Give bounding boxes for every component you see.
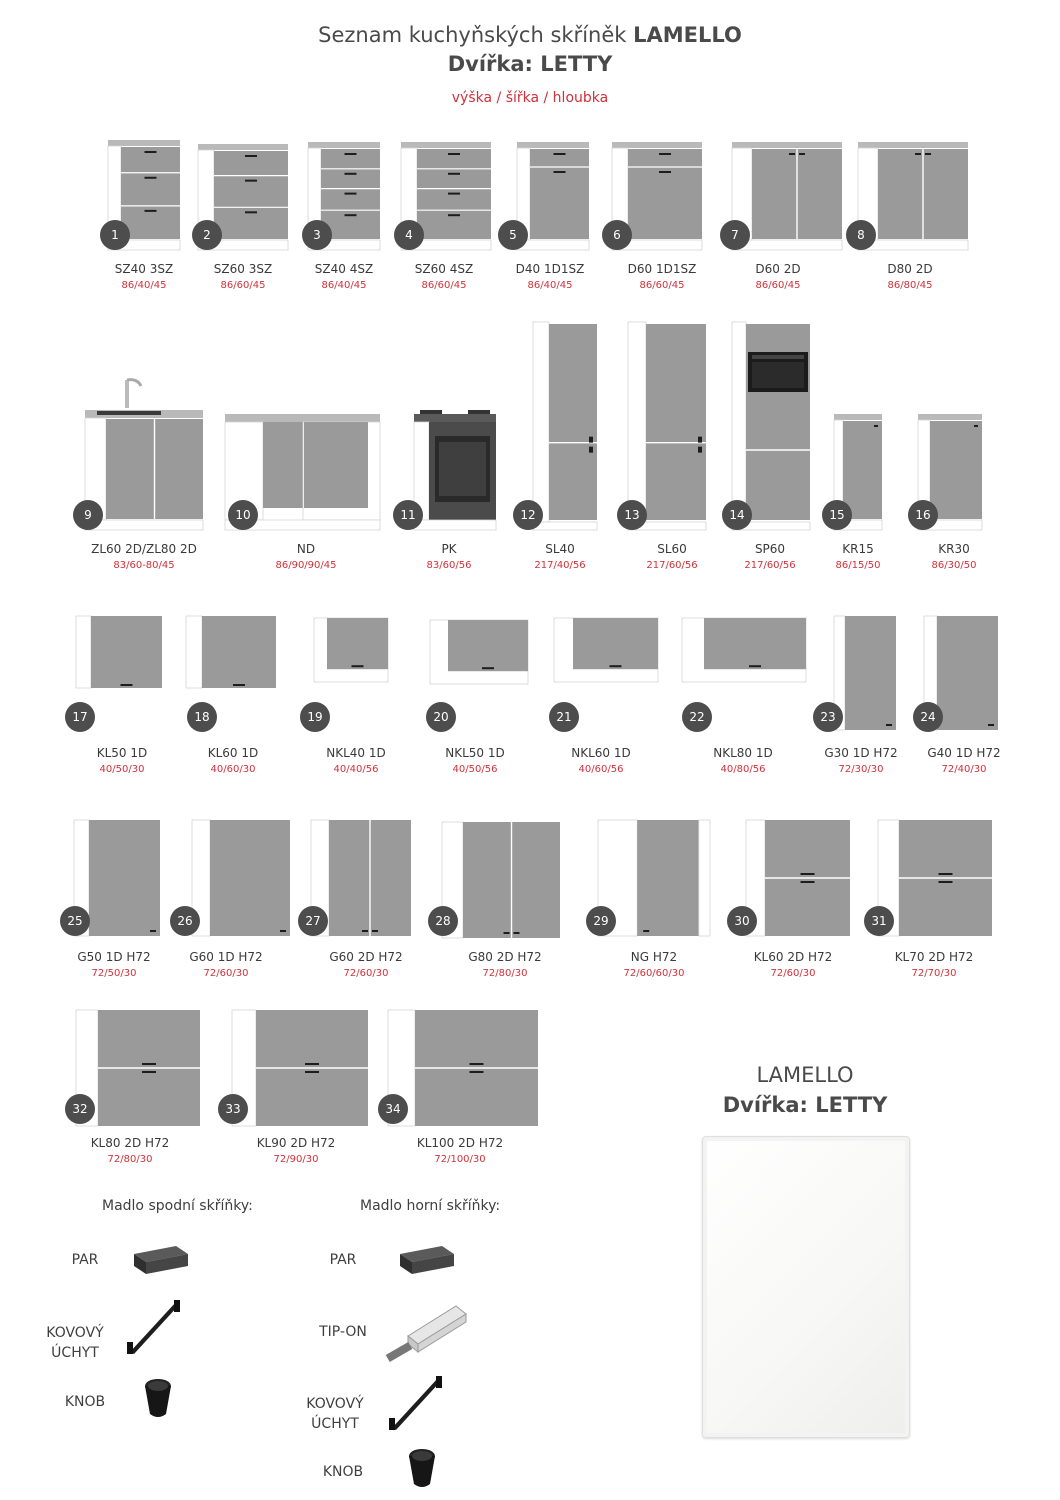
- cabinet-dimensions: 72/60/30: [770, 968, 816, 979]
- cabinet-icon: [834, 616, 896, 730]
- cabinet-number-badge: 17: [65, 702, 95, 732]
- cabinet-illustration: [878, 820, 992, 936]
- cabinet-icon: [430, 620, 528, 684]
- cabinet-code: KL50 1D: [96, 746, 148, 760]
- cabinet-dimensions: 72/40/30: [941, 764, 987, 775]
- cabinet-dimensions: 40/80/56: [720, 764, 766, 775]
- metal-handle-icon: [124, 1298, 188, 1360]
- cabinet-number-badge: 2: [192, 220, 222, 250]
- cabinet-icon: [442, 822, 560, 938]
- cabinet-dimensions: 217/60/56: [744, 560, 796, 571]
- cabinet-number-badge: 33: [218, 1094, 248, 1124]
- cabinet-code: G60 1D H72: [189, 950, 263, 964]
- cabinet-code: PK: [441, 542, 457, 556]
- cabinet-icon: [232, 1010, 368, 1126]
- cabinet-icon: [878, 820, 992, 936]
- cabinet-number-badge: 10: [228, 500, 258, 530]
- cabinet-dimensions: 72/60/30: [203, 968, 249, 979]
- cabinet-illustration: [554, 618, 658, 682]
- cabinet-illustration: [388, 1010, 538, 1126]
- cabinet-dimensions: 40/60/56: [578, 764, 624, 775]
- cabinet-dimensions: 40/50/56: [452, 764, 498, 775]
- cabinet-dimensions: 40/40/56: [333, 764, 379, 775]
- cabinet-dimensions: 217/60/56: [646, 560, 698, 571]
- cabinet-code: NKL40 1D: [326, 746, 386, 760]
- cabinet-dimensions: 72/90/30: [273, 1154, 319, 1165]
- cabinet-icon: [682, 618, 806, 682]
- cabinet-illustration: [442, 822, 560, 938]
- cabinet-icon: [314, 618, 388, 682]
- cabinet-dimensions: 86/60/45: [220, 280, 266, 291]
- upper-handles-title: Madlo horní skříňky:: [360, 1198, 501, 1214]
- cabinet-dimensions: 72/60/60/30: [623, 968, 685, 979]
- cabinet-code: SZ40 3SZ: [114, 262, 174, 276]
- cabinet-dimensions: 72/70/30: [911, 968, 957, 979]
- cabinet-dimensions: 86/40/45: [527, 280, 573, 291]
- cabinet-illustration: [430, 620, 528, 684]
- cabinet-illustration: [192, 820, 290, 936]
- cabinet-number-badge: 23: [813, 702, 843, 732]
- cabinet-number-badge: 29: [586, 906, 616, 936]
- lower-handle-knob-label: KNOB: [64, 1394, 106, 1410]
- cabinet-code: G60 2D H72: [329, 950, 403, 964]
- cabinet-number-badge: 21: [549, 702, 579, 732]
- cabinet-dimensions: 217/40/56: [534, 560, 586, 571]
- cabinet-number-badge: 34: [378, 1094, 408, 1124]
- cabinet-code: KL60 1D: [207, 746, 259, 760]
- cabinet-dimensions: 86/60/45: [639, 280, 685, 291]
- tip-on-icon: [382, 1300, 472, 1366]
- cabinet-number-badge: 14: [722, 500, 752, 530]
- cabinet-illustration: [232, 1010, 368, 1126]
- cabinet-code: KL100 2D H72: [416, 1136, 504, 1150]
- cabinet-code: SZ40 4SZ: [314, 262, 374, 276]
- cabinet-dimensions: 40/60/30: [210, 764, 256, 775]
- dimensions-legend: výška / šířka / hloubka: [451, 90, 609, 106]
- cabinet-icon: [186, 616, 276, 688]
- cabinet-icon: [414, 414, 496, 530]
- cabinet-number-badge: 15: [822, 500, 852, 530]
- cabinet-dimensions: 72/60/30: [343, 968, 389, 979]
- cabinet-code: D60 2D: [755, 262, 801, 276]
- cabinet-dimensions: 86/40/45: [321, 280, 367, 291]
- lower-handle-par-label: PAR: [71, 1252, 99, 1268]
- cabinet-number-badge: 16: [908, 500, 938, 530]
- cabinet-dimensions: 72/80/30: [482, 968, 528, 979]
- upper-handle-knob-label: KNOB: [322, 1464, 364, 1480]
- knob-icon: [404, 1446, 444, 1492]
- cabinet-code: NG H72: [630, 950, 678, 964]
- cabinet-icon: [388, 1010, 538, 1126]
- cabinet-number-badge: 24: [913, 702, 943, 732]
- cabinet-number-badge: 32: [65, 1094, 95, 1124]
- cabinet-code: G50 1D H72: [77, 950, 151, 964]
- cabinet-code: ZL60 2D/ZL80 2D: [91, 542, 197, 556]
- cabinet-illustration: [682, 618, 806, 682]
- cabinet-dimensions: 86/80/45: [887, 280, 933, 291]
- cabinet-illustration: [834, 616, 896, 730]
- cabinet-illustration: [414, 414, 496, 530]
- cabinet-number-badge: 25: [60, 906, 90, 936]
- cabinet-dimensions: 83/60/56: [426, 560, 472, 571]
- metal-handle-icon: [386, 1374, 450, 1436]
- lower-handle-metal-label: KOVOVÝ ÚCHYT: [46, 1325, 104, 1361]
- par-handle-icon: [396, 1240, 458, 1282]
- cabinet-code: KL60 2D H72: [753, 950, 833, 964]
- cabinet-number-badge: 9: [73, 500, 103, 530]
- cabinet-code: ND: [296, 542, 316, 556]
- cabinet-code: G30 1D H72: [824, 746, 898, 760]
- door-brand: LAMELLO: [756, 1063, 854, 1087]
- cabinet-dimensions: 83/60-80/45: [113, 560, 175, 571]
- cabinet-icon: [85, 380, 203, 530]
- upper-handle-metal-label: KOVOVÝ ÚCHYT: [306, 1396, 364, 1432]
- cabinet-illustration: [76, 616, 162, 688]
- cabinet-dimensions: 86/60/45: [755, 280, 801, 291]
- door-name: Dvířka: LETTY: [722, 1093, 888, 1117]
- cabinet-code: G80 2D H72: [468, 950, 542, 964]
- cabinet-number-badge: 6: [602, 220, 632, 250]
- cabinet-illustration: [732, 322, 810, 530]
- cabinet-dimensions: 72/50/30: [91, 968, 137, 979]
- cabinet-code: SL40: [545, 542, 575, 556]
- cabinet-illustration: [628, 322, 706, 530]
- cabinet-illustration: [85, 380, 203, 530]
- cabinet-dimensions: 72/80/30: [107, 1154, 153, 1165]
- cabinet-number-badge: 27: [298, 906, 328, 936]
- cabinet-number-badge: 7: [720, 220, 750, 250]
- door-sample-swatch: [702, 1136, 910, 1438]
- cabinet-illustration: [533, 322, 597, 530]
- cabinet-code: SP60: [754, 542, 786, 556]
- cabinet-code: G40 1D H72: [927, 746, 1001, 760]
- page-subtitle: Dvířka: LETTY: [447, 52, 613, 76]
- cabinet-number-badge: 26: [170, 906, 200, 936]
- cabinet-number-badge: 31: [864, 906, 894, 936]
- cabinet-dimensions: 86/15/50: [835, 560, 881, 571]
- cabinet-icon: [192, 820, 290, 936]
- cabinet-code: NKL80 1D: [713, 746, 773, 760]
- cabinet-code: SZ60 3SZ: [213, 262, 273, 276]
- cabinet-number-badge: 28: [428, 906, 458, 936]
- cabinet-code: NKL50 1D: [445, 746, 505, 760]
- cabinet-code: D60 1D1SZ: [627, 262, 697, 276]
- cabinet-number-badge: 22: [682, 702, 712, 732]
- cabinet-code: KL90 2D H72: [256, 1136, 336, 1150]
- lower-handles-title: Madlo spodní skříňky:: [102, 1198, 253, 1214]
- cabinet-code: KL70 2D H72: [894, 950, 974, 964]
- cabinet-number-badge: 20: [426, 702, 456, 732]
- cabinet-code: KL80 2D H72: [90, 1136, 170, 1150]
- cabinet-icon: [746, 820, 850, 936]
- cabinet-code: NKL60 1D: [571, 746, 631, 760]
- cabinet-icon: [533, 322, 597, 530]
- cabinet-number-badge: 8: [846, 220, 876, 250]
- cabinet-dimensions: 86/40/45: [121, 280, 167, 291]
- cabinet-icon: [76, 616, 162, 688]
- cabinet-dimensions: 86/60/45: [421, 280, 467, 291]
- cabinet-illustration: [186, 616, 276, 688]
- cabinet-code: SZ60 4SZ: [414, 262, 474, 276]
- cabinet-dimensions: 86/30/50: [931, 560, 977, 571]
- par-handle-icon: [130, 1240, 192, 1282]
- cabinet-dimensions: 86/90/90/45: [275, 560, 337, 571]
- cabinet-number-badge: 4: [394, 220, 424, 250]
- cabinet-illustration: [314, 618, 388, 682]
- upper-handle-tipon-label: TIP-ON: [319, 1324, 367, 1340]
- cabinet-number-badge: 19: [300, 702, 330, 732]
- cabinet-number-badge: 11: [393, 500, 423, 530]
- page-title: Seznam kuchyňských skříněk LAMELLO: [318, 23, 742, 47]
- cabinet-dimensions: 40/50/30: [99, 764, 145, 775]
- cabinet-code: KR15: [842, 542, 874, 556]
- cabinet-number-badge: 3: [302, 220, 332, 250]
- door-sample-title: [690, 1060, 920, 1120]
- cabinet-number-badge: 18: [187, 702, 217, 732]
- upper-handle-par-label: PAR: [329, 1252, 357, 1268]
- cabinet-number-badge: 12: [513, 500, 543, 530]
- cabinet-icon: [732, 322, 810, 530]
- cabinet-dimensions: 72/100/30: [434, 1154, 486, 1165]
- cabinet-number-badge: 13: [617, 500, 647, 530]
- cabinet-number-badge: 1: [100, 220, 130, 250]
- cabinet-code: KR30: [938, 542, 970, 556]
- cabinet-illustration: [746, 820, 850, 936]
- knob-icon: [140, 1376, 180, 1422]
- cabinet-icon: [554, 618, 658, 682]
- cabinet-icon: [628, 322, 706, 530]
- cabinet-code: D80 2D: [887, 262, 933, 276]
- cabinet-number-badge: 30: [727, 906, 757, 936]
- cabinet-code: D40 1D1SZ: [515, 262, 585, 276]
- page-header: [0, 20, 1060, 108]
- cabinet-number-badge: 5: [498, 220, 528, 250]
- cabinet-dimensions: 72/30/30: [838, 764, 884, 775]
- cabinet-code: SL60: [657, 542, 687, 556]
